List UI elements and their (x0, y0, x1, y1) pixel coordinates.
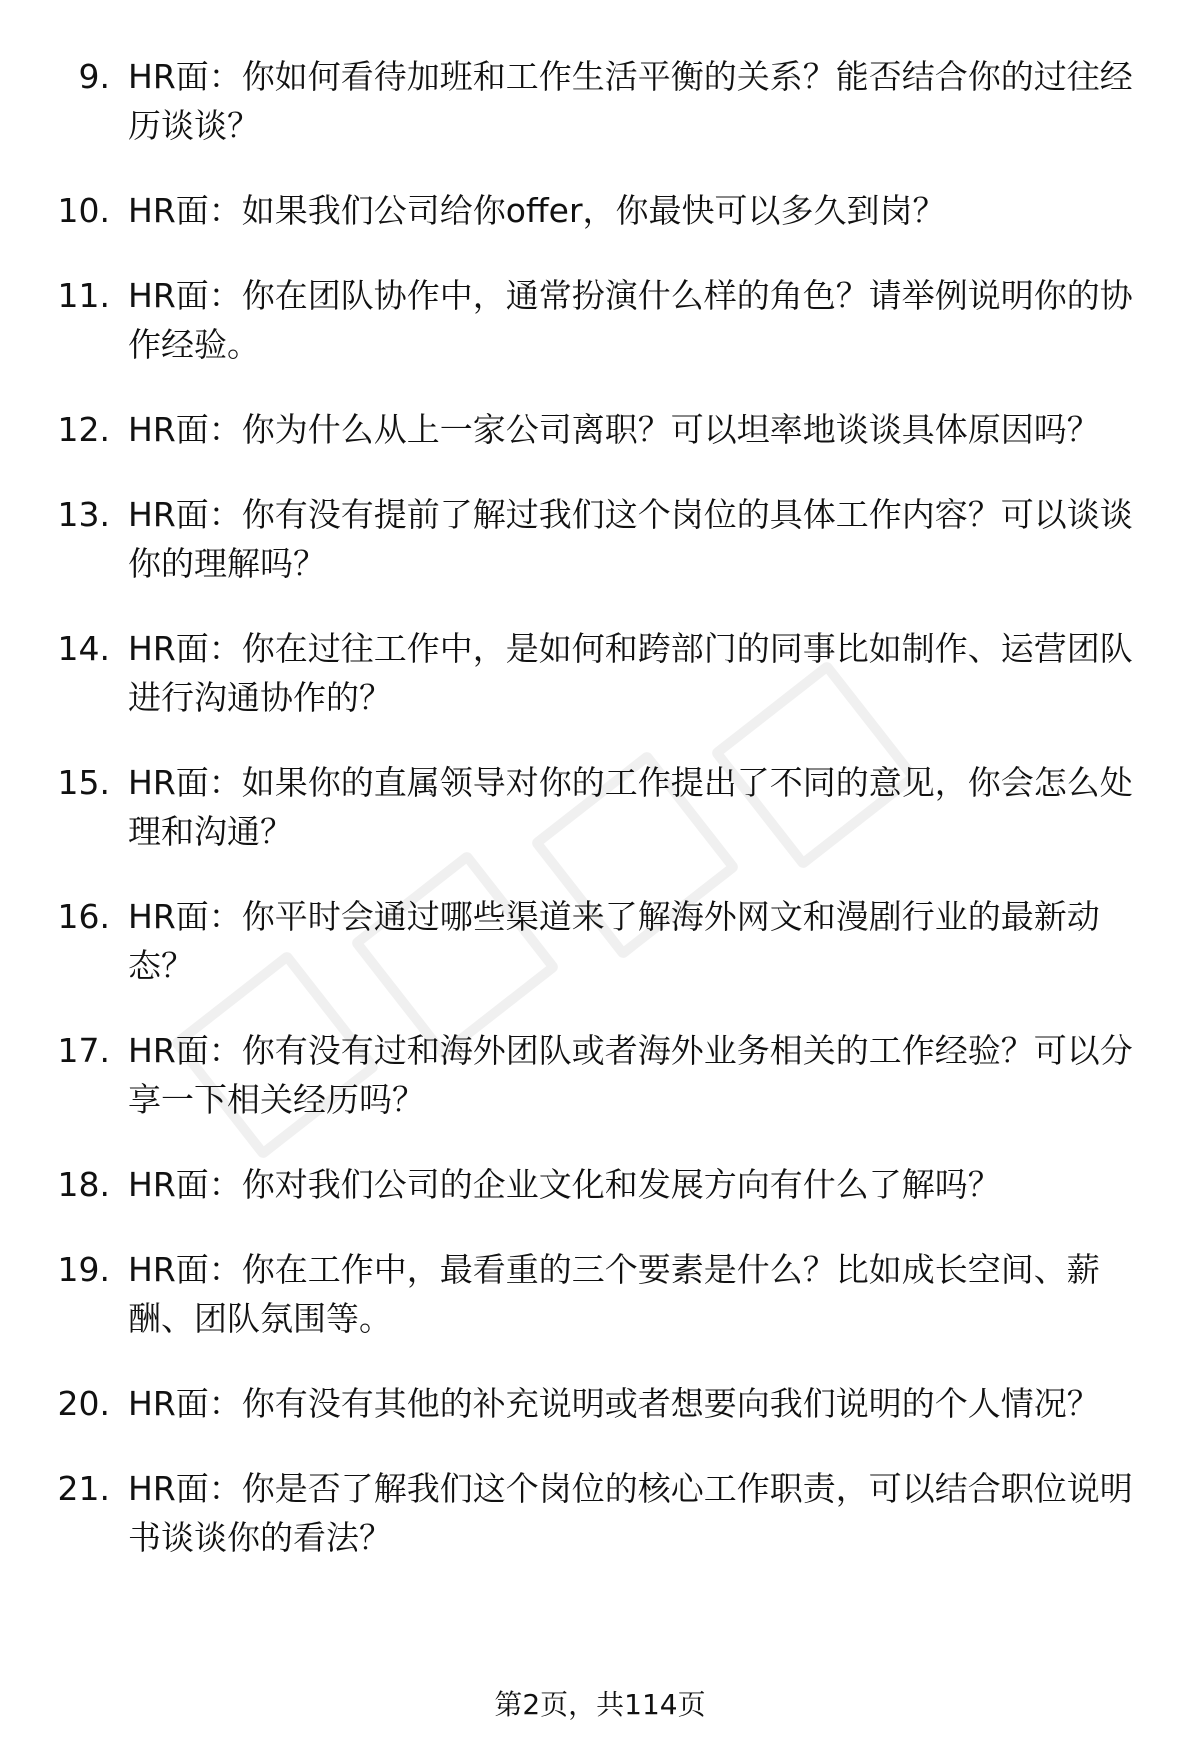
question-text: HR面：你有没有提前了解过我们这个岗位的具体工作内容？可以谈谈你的理解吗？ (128, 495, 1133, 583)
question-text: HR面：你平时会通过哪些渠道来了解海外网文和漫剧行业的最新动态？ (128, 897, 1100, 985)
question-text: HR面：你在过往工作中，是如何和跨部门的同事比如制作、运营团队进行沟通协作的？ (128, 629, 1133, 717)
question-text: HR面：你有没有其他的补充说明或者想要向我们说明的个人情况？ (128, 1384, 1100, 1423)
question-item (0, 758, 1200, 856)
question-item (0, 624, 1200, 722)
question-text: HR面：你为什么从上一家公司离职？可以坦率地谈谈具体原因吗？ (128, 410, 1100, 449)
question-text: HR面：如果你的直属领导对你的工作提出了不同的意见，你会怎么处理和沟通？ (128, 763, 1133, 851)
question-number: 14. (57, 629, 110, 668)
page-number-label: 第2页，共114页 (494, 1688, 706, 1721)
question-item (0, 186, 1200, 235)
question-number: 13. (57, 495, 110, 534)
question-item (0, 1379, 1200, 1428)
question-text: HR面：你在团队协作中，通常扮演什么样的角色？请举例说明你的协作经验。 (128, 276, 1133, 364)
question-number: 9. (78, 57, 110, 96)
question-number: 11. (57, 276, 110, 315)
question-list (0, 52, 1200, 1598)
question-item (0, 1026, 1200, 1124)
question-item (0, 52, 1200, 150)
question-number: 19. (57, 1250, 110, 1289)
question-number: 16. (57, 897, 110, 936)
question-item (0, 1160, 1200, 1209)
page-footer (0, 1685, 1200, 1725)
question-text: HR面：你有没有过和海外团队或者海外业务相关的工作经验？可以分享一下相关经历吗？ (128, 1031, 1133, 1119)
question-text: HR面：你如何看待加班和工作生活平衡的关系？能否结合你的过往经历谈谈？ (128, 57, 1133, 145)
question-number: 17. (57, 1031, 110, 1070)
question-item (0, 405, 1200, 454)
question-text: HR面：如果我们公司给你offer，你最快可以多久到岗？ (128, 191, 946, 230)
question-text: HR面：你在工作中，最看重的三个要素是什么？比如成长空间、薪酬、团队氛围等。 (128, 1250, 1100, 1338)
question-item (0, 271, 1200, 369)
question-number: 15. (57, 763, 110, 802)
question-number: 21. (57, 1469, 110, 1508)
question-item (0, 892, 1200, 990)
question-number: 12. (57, 410, 110, 449)
question-text: HR面：你对我们公司的企业文化和发展方向有什么了解吗？ (128, 1165, 1001, 1204)
question-item (0, 1464, 1200, 1562)
question-item (0, 1245, 1200, 1343)
question-text: HR面：你是否了解我们这个岗位的核心工作职责，可以结合职位说明书谈谈你的看法？ (128, 1469, 1133, 1557)
question-number: 20. (57, 1384, 110, 1423)
question-item (0, 490, 1200, 588)
question-number: 18. (57, 1165, 110, 1204)
question-number: 10. (57, 191, 110, 230)
